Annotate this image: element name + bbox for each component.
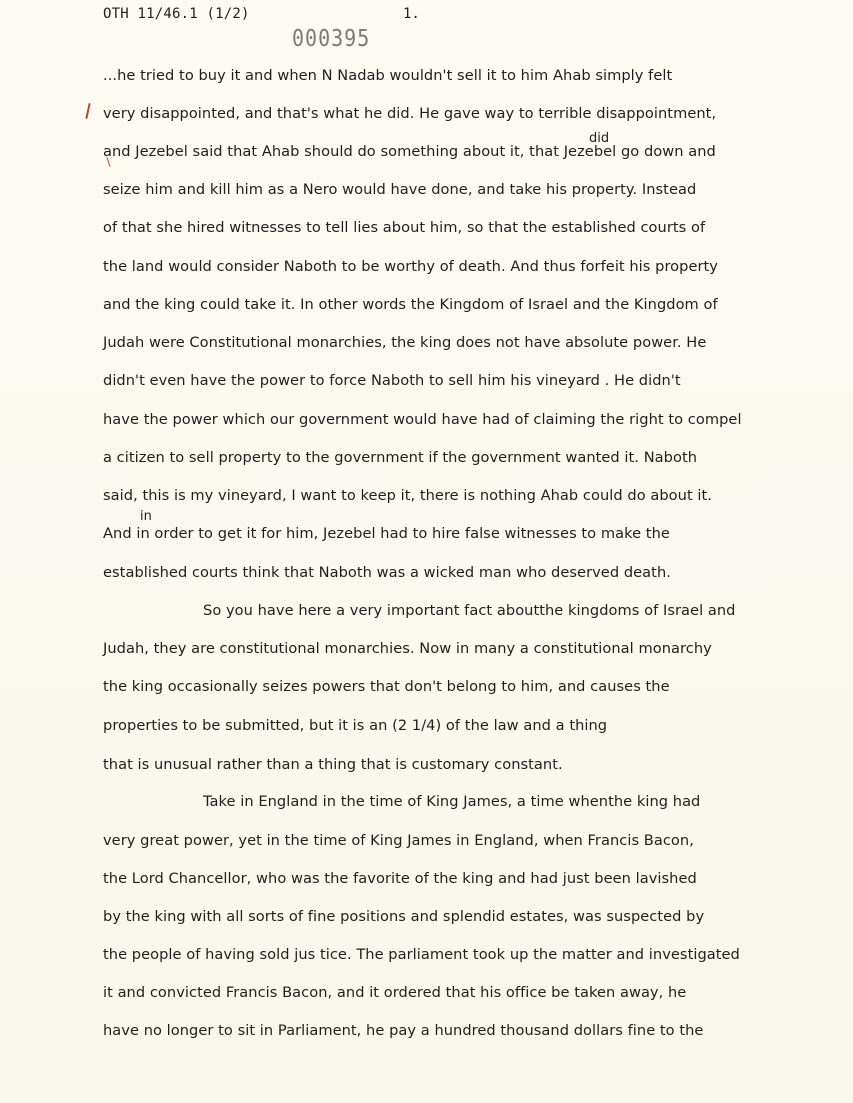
text-line: it and convicted Francis Bacon, and it ordered that his office be taken away, he	[103, 984, 687, 1001]
text-line: the land would consider Naboth to be worthy of death. And thus forfeit his property	[103, 258, 718, 275]
text-line: a citizen to sell property to the government if the government wanted it. Naboth	[103, 449, 698, 466]
text-line: said, this is my vineyard, I want to keep it, there is nothing Ahab could do about it.	[103, 487, 712, 504]
text-line: very great power, yet in the time of King James in England, when Francis Bacon,	[103, 832, 694, 849]
text-line: the Lord Chancellor, who was the favorite of the king and had just been lavished	[103, 870, 697, 887]
text-line: seize him and kill him as a Nero would have done, and take his property. Instead	[103, 181, 697, 198]
margin-correction-mark	[85, 103, 90, 119]
interlinear-correction-did: did	[589, 131, 610, 146]
document-reference: OTH 11/46.1 (1/2)	[103, 6, 250, 22]
text-line: And in order to get it for him, Jezebel had to hire false witnesses to make the	[103, 525, 670, 542]
text-line: have no longer to sit in Parliament, he pay a hundred thousand dollars fine to the	[103, 1022, 704, 1039]
text-line: by the king with all sorts of fine positions and splendid estates, was suspected by	[103, 908, 705, 925]
text-line: have the power which our government would have had of claiming the right to compel	[103, 411, 742, 428]
text-line: Take in England in the time of King James, a time whenthe king had	[203, 793, 701, 810]
text-line: very disappointed, and that's what he did. He gave way to terrible disappointment,	[103, 105, 717, 122]
text-line: didn't even have the power to force Naboth to sell him his vineyard . He didn't	[103, 372, 681, 389]
text-line: and the king could take it. In other words the Kingdom of Israel and the Kingdom of	[103, 296, 718, 313]
text-line: of that she hired witnesses to tell lies about him, so that the established courts of	[103, 219, 706, 236]
text-line: ...he tried to buy it and when N Nadab wouldn't sell it to him Ahab simply felt	[103, 67, 673, 84]
text-line: established courts think that Naboth was a wicked man who deserved death.	[103, 564, 671, 581]
text-line: and Jezebel said that Ahab should do something about it, that Jezebel go down and	[103, 143, 716, 160]
archive-stamp-number: 000395	[292, 24, 371, 52]
text-line: that is unusual rather than a thing that is customary constant.	[103, 756, 563, 773]
text-line: Judah were Constitutional monarchies, the king does not have absolute power. He	[103, 334, 707, 351]
text-line: the king occasionally seizes powers that don't belong to him, and causes the	[103, 678, 670, 695]
text-line: So you have here a very important fact aboutthe kingdoms of Israel and	[203, 602, 736, 619]
text-line: the people of having sold jus tice. The parliament took up the matter and investigated	[103, 946, 740, 963]
text-line: properties to be submitted, but it is an (2 1/4) of the law and a thing	[103, 717, 608, 734]
interlinear-correction-in: in	[140, 509, 152, 524]
page-number: 1.	[403, 6, 420, 22]
text-line: Judah, they are constitutional monarchies. Now in many a constitutional monarchy	[103, 640, 712, 657]
